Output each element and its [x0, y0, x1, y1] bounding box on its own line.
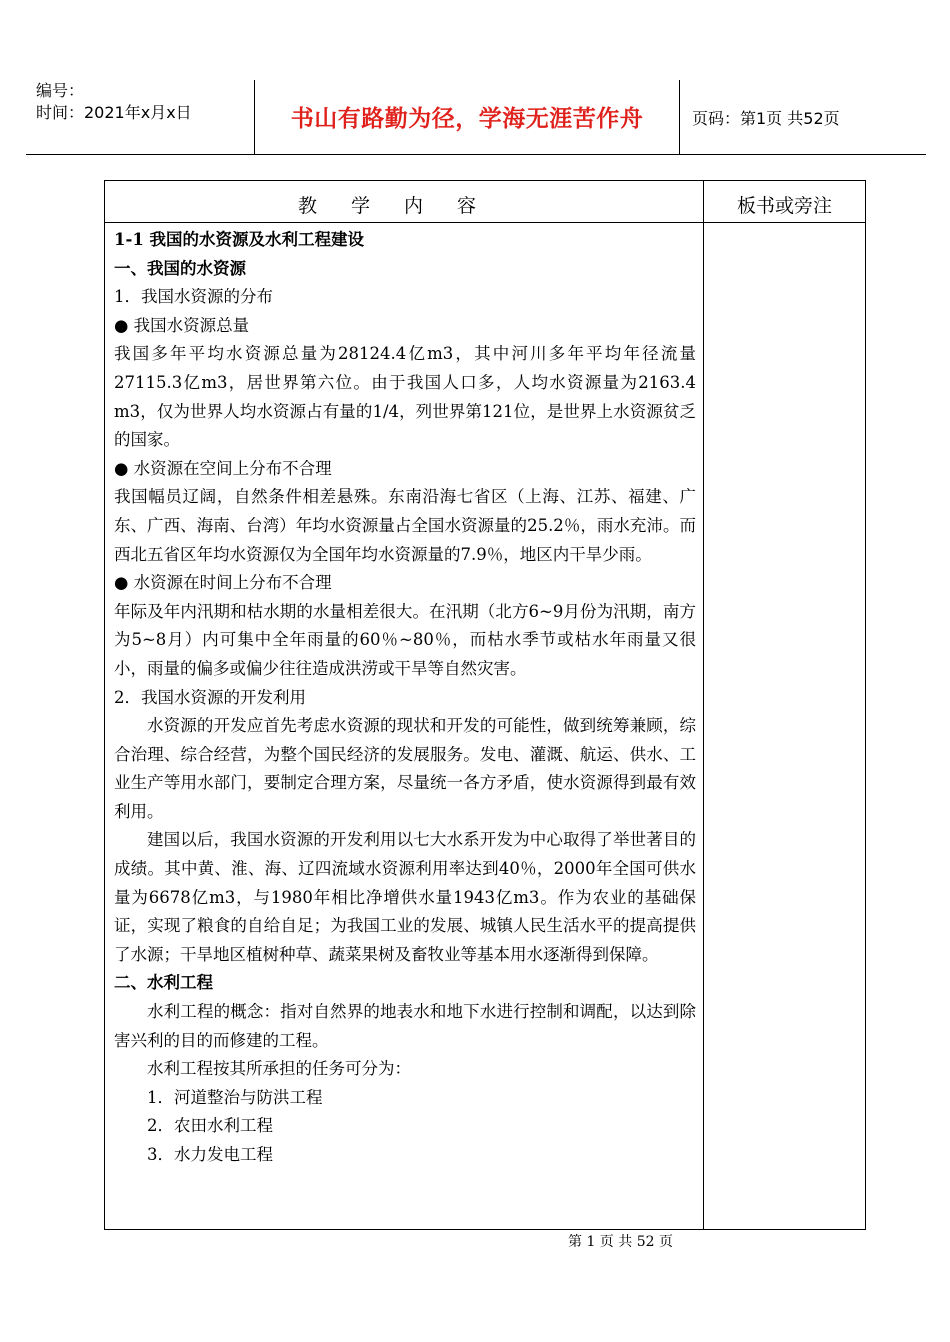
paragraph-space: 我国幅员辽阔，自然条件相差悬殊。东南沿海七省区（上海、江苏、福建、广东、广西、海南、台湾）年均水资源量占全国水资源量的25.2％，雨水充沛。而西北五省区年均水资源仅为全国年均水资源量的7.9％，地区内干旱少雨。	[114, 487, 696, 564]
bullet-time: ● 水资源在时间上分布不合理	[114, 573, 332, 593]
paragraph-concept: 水利工程的概念：指对自然界的地表水和地下水进行控制和调配，以达到除害兴利的目的而修建的工程。	[114, 1002, 696, 1050]
paragraph-achievements: 建国以后，我国水资源的开发利用以七大水系开发为中心取得了举世著目的成绩。其中黄、淮、海、辽四流域水资源利用率达到40％，2000年全国可供水量为6678亿m3，与1980年相比净增供水量1943亿m3。作为农业的基础保证，实现了粮食的自给自足；为我国工业的发展、城镇人民生活水平的提高提供了水源；干旱地区植树种草、蔬菜果树及畜牧业等基本用水逐渐得到保障。	[114, 830, 696, 964]
paragraph-total: 我国多年平均水资源总量为28124.4亿m3，其中河川多年平均年径流量27115.3亿m3，居世界第六位。由于我国人口多，人均水资源量为2163.4 m3，仅为世界人均水资源占有量的1/4，列世界第121位，是世界上水资源贫乏的国家。	[114, 344, 696, 450]
section-title: 1-1 我国的水资源及水利工程建设	[114, 230, 365, 249]
list-item: 2．农田水利工程	[147, 1116, 273, 1136]
document-time: 时间：2021年x月x日	[36, 103, 192, 122]
paragraph-time: 年际及年内汛期和枯水期的水量相差很大。在汛期（北方6~9月份为汛期，南方为5~8月）内可集中全年雨量的60％~80％，而枯水季节或枯水年雨量又很小，雨量的偏多或偏少往往造成洪涝或干旱等自然灾害。	[114, 601, 696, 678]
document-number: 编号：	[36, 81, 85, 100]
heading-water-engineering: 二、水利工程	[114, 973, 213, 993]
table-column-divider	[703, 181, 704, 1229]
page-footer: 第 1 页 共 52 页	[568, 1234, 673, 1250]
header-motto: 书山有路勤为径，学海无涯苦作舟	[290, 106, 644, 132]
header-rule	[26, 154, 926, 155]
header-divider-left	[254, 80, 255, 154]
subheading-development: 2．我国水资源的开发利用	[114, 687, 306, 707]
paragraph-classification: 水利工程按其所承担的任务可分为：	[147, 1059, 411, 1079]
table-header-rule	[105, 222, 865, 223]
bullet-total: ● 我国水资源总量	[114, 315, 250, 335]
column-header-notes: 板书或旁注	[736, 195, 832, 217]
header-meta	[36, 80, 192, 124]
paragraph-development: 水资源的开发应首先考虑水资源的现状和开发的可能性，做到统筹兼顾，综合治理、综合经营，为整个国民经济的发展服务。发电、灌溉、航运、供水、工业生产等用水部门，要制定合理方案，尽量统一各方矛盾，使水资源得到最有效利用。	[114, 716, 696, 821]
header-divider-right	[679, 80, 680, 154]
bullet-space: ● 水资源在空间上分布不合理	[114, 458, 332, 478]
column-header-content: 教学内容	[297, 195, 510, 217]
list-item: 1．河道整治与防洪工程	[147, 1087, 323, 1107]
lesson-content	[114, 226, 696, 1170]
list-item: 3．水力发电工程	[147, 1145, 273, 1164]
heading-water-resources: 一、我国的水资源	[114, 258, 246, 278]
subheading-distribution: 1．我国水资源的分布	[114, 287, 273, 307]
header-page-info: 页码：第1页 共52页	[692, 109, 840, 128]
